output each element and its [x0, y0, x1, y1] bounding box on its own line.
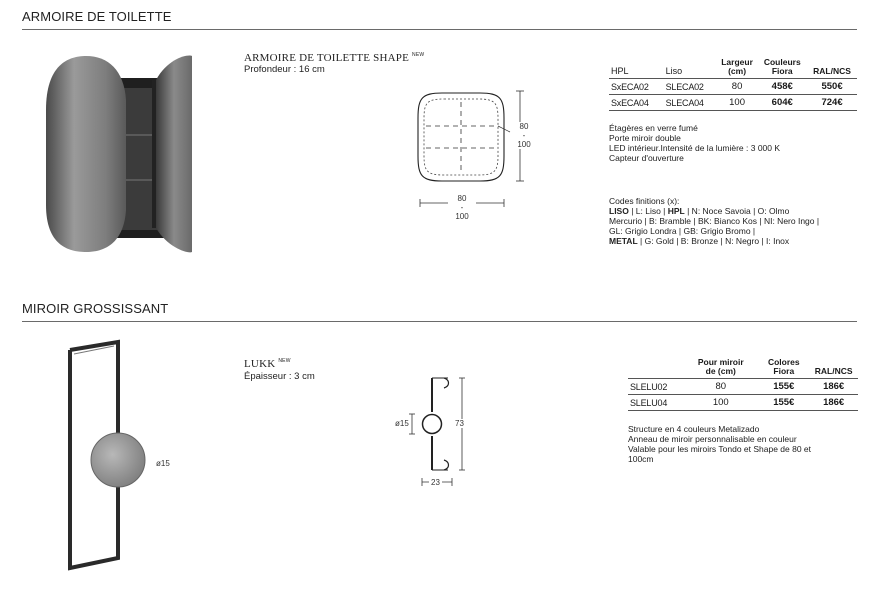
- finish-heading: Codes finitions (x):: [609, 196, 680, 206]
- cell-code: SLELU02: [628, 379, 683, 395]
- finish-line: METAL | G: Gold | B: Bronze | N: Negro | I: Inox: [609, 236, 790, 246]
- cell-price-fiora: 604€: [757, 95, 807, 111]
- mirror-diameter-dim: ø15: [395, 419, 409, 428]
- cabinet-width-dim: 80 - 100: [448, 194, 476, 221]
- finish-line: Mercurio | B: Bramble | BK: Bianco Kos | NI: Nero Ingo |: [609, 216, 820, 226]
- photo-diameter-label: ø15: [156, 459, 170, 468]
- mirror-height-dim: 73: [455, 419, 464, 428]
- product-depth: Profondeur : 16 cm: [244, 64, 325, 75]
- cell-width: 80: [717, 79, 758, 95]
- col-header-ral: RAL/NCS: [813, 66, 851, 76]
- feature-line: LED intérieur.Intensité de la lumière : 3 000 K: [609, 143, 781, 153]
- feature-line: Capteur d'ouverture: [609, 153, 684, 163]
- cabinet-price-table: [609, 58, 857, 111]
- feature-line: 100cm: [628, 454, 654, 464]
- section-title-armoire: ARMOIRE DE TOILETTE: [22, 9, 172, 24]
- feature-line: Porte miroir double: [609, 133, 681, 143]
- section-divider: [22, 321, 857, 322]
- col-header-fiora: Couleurs Fiora: [763, 57, 801, 76]
- mirror-features: [628, 424, 868, 464]
- cell-price-ral: 550€: [807, 79, 857, 95]
- product-title-lukk: LUKK $^{NEW}$: [244, 358, 291, 370]
- cell-width: 100: [683, 395, 758, 411]
- cell-liso-code: SLECA02: [664, 79, 717, 95]
- magnifying-mirror-image: [60, 336, 180, 576]
- col-header-largeur: Largeur (cm): [721, 57, 753, 76]
- col-header-fiora: Colores Fiora: [767, 357, 800, 376]
- cell-price-ral: 186€: [809, 395, 858, 411]
- feature-line: Valable pour les miroirs Tondo et Shape de 80 et: [628, 444, 812, 454]
- section-title-miroir: MIROIR GROSSISSANT: [22, 301, 169, 316]
- cell-price-fiora: 155€: [758, 395, 809, 411]
- cell-liso-code: SLECA04: [664, 95, 717, 111]
- product-thickness: Épaisseur : 3 cm: [244, 371, 315, 382]
- mirror-dimension-drawing: [392, 370, 482, 495]
- col-header-liso: Liso: [665, 66, 683, 76]
- feature-line: Structure en 4 couleurs Metalizado: [628, 424, 760, 434]
- cell-price-fiora: 155€: [758, 379, 809, 395]
- col-header-ral: RAL/NCS: [814, 366, 853, 376]
- table-row: [609, 95, 857, 111]
- mirror-price-table: [628, 358, 858, 411]
- cell-price-fiora: 458€: [757, 79, 807, 95]
- cabinet-product-image: [28, 40, 228, 265]
- cell-hpl-code: SxECA02: [609, 79, 664, 95]
- mirror-width-dim: 23: [431, 478, 440, 487]
- section-divider: [22, 29, 857, 30]
- cabinet-height-dim: 80 - 100: [512, 122, 536, 149]
- feature-line: Anneau de miroir personnalisable en couleur: [628, 434, 797, 444]
- col-header-pour-miroir: Pour miroir de (cm): [697, 357, 744, 376]
- table-row: [628, 395, 858, 411]
- cell-width: 100: [717, 95, 758, 111]
- product-title-shape: ARMOIRE DE TOILETTE SHAPE $^{NEW}$: [244, 52, 425, 64]
- finish-line: GL: Grigio Londra | GB: Grigio Bromo |: [609, 226, 756, 236]
- finish-line: LISO | L: Liso | HPL | N: Noce Savoia | O: Olmo: [609, 206, 790, 216]
- table-row: [609, 79, 857, 95]
- cell-price-ral: 186€: [809, 379, 858, 395]
- cell-hpl-code: SxECA04: [609, 95, 664, 111]
- cell-width: 80: [683, 379, 758, 395]
- cabinet-dimension-drawing: [412, 88, 542, 218]
- cell-price-ral: 724€: [807, 95, 857, 111]
- table-row: [628, 379, 858, 395]
- cell-code: SLELU04: [628, 395, 683, 411]
- finish-codes: [609, 196, 865, 246]
- cabinet-features: [609, 123, 859, 163]
- col-header-hpl: HPL: [611, 66, 629, 76]
- feature-line: Étagères en verre fumé: [609, 123, 698, 133]
